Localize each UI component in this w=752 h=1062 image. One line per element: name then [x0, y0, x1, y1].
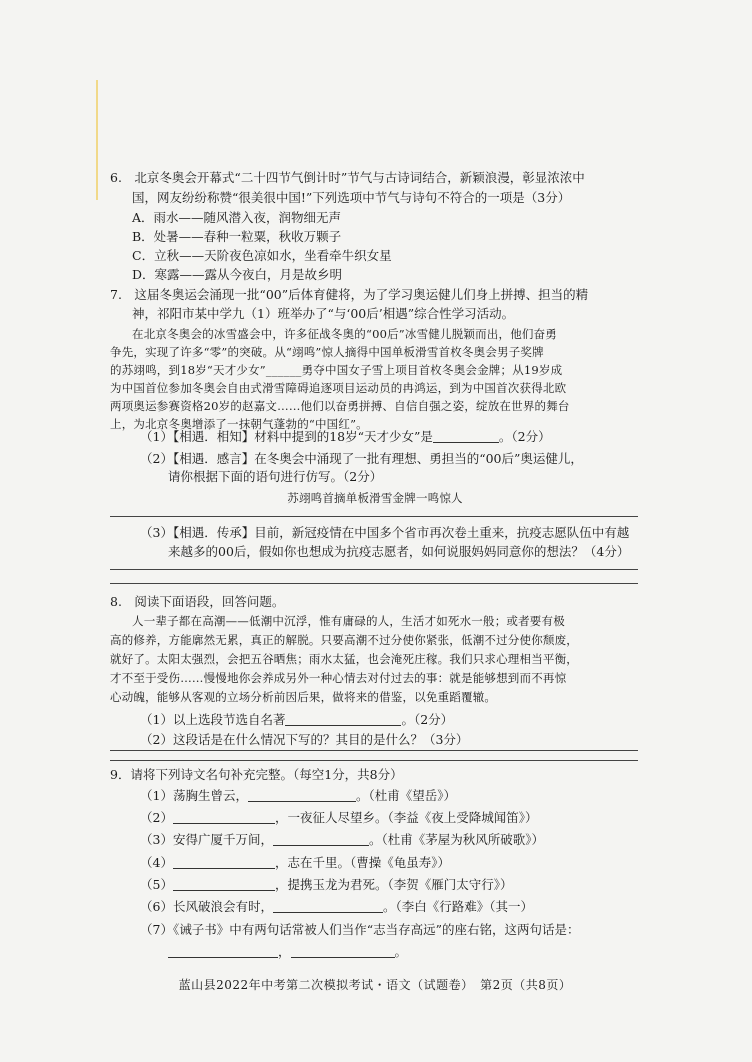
q9-item-prefix: （1）荡胸生曾云， [140, 788, 248, 803]
q9-item-prefix: （5） [140, 877, 173, 892]
q7-passage-line: 为中国首位参加冬奥会自由式滑雪障碍追逐项目运动员的冉鸿运，到为中国首次获得北欧 [110, 381, 567, 395]
q8-sub2-answer-line[interactable] [110, 760, 638, 761]
q8-passage-line: 心动魄，能够从客观的立场分析前因后果，做将来的借鉴，以免重蹈覆辙。 [110, 690, 497, 704]
q9-item-suffix: ，提携玉龙为君死。（李贺《雁门太守行》） [274, 877, 513, 892]
q7-sub1-text: （1）【相遇．相知】材料中提到的18岁“天才少女”是 [140, 429, 433, 444]
q6-option-c: C．立秋——天阶夜色凉如水，坐看牵牛织女星 [132, 248, 392, 263]
page-footer: 蓝山县2022年中考第二次模拟考试・语文（试题卷） 第2页（共8页） [178, 978, 572, 992]
q9-item-prefix: （4） [140, 855, 173, 870]
q9-item7-end: 。 [394, 944, 408, 959]
q9-answer-blank[interactable] [173, 878, 275, 891]
q8-sub1-answer-blank[interactable] [285, 713, 401, 726]
q7-sub2-example: 苏翊鸣首摘单板滑雪金牌一鸣惊人 [287, 491, 463, 505]
q9-item [140, 877, 512, 893]
q9-item [140, 788, 456, 804]
q6-stem-line2: 国，网友纷纷称赞“很美很中国!”下列选项中节气与诗句不符合的一项是（3分） [132, 190, 571, 205]
q9-answer-blank[interactable] [173, 856, 275, 869]
q9-item7-line1: （7）《诫子书》中有两句话常被人们当作“志当存高远”的座右铭，这两句话是： [140, 922, 580, 937]
q8-passage-line: 人一辈子都在高潮——低潮中沉浮，惟有庸碌的人，生活才如死水一般；或者要有极 [132, 614, 565, 628]
q7-stem-line1: 7. 这届冬奥运会涌现一批“00”后体育健将，为了学习奥运健儿们身上拼搏、担当的精 [110, 287, 589, 302]
q7-sub2-line2: 请你根据下面的语句进行仿写。（2分） [168, 469, 383, 484]
q9-item [140, 810, 537, 826]
q7-sub1-answer-blank[interactable] [433, 430, 499, 443]
q9-item-prefix: （2） [140, 810, 173, 825]
q9-item-suffix: ，一夜征人尽望乡。（李益《夜上受降城闻笛》） [274, 810, 538, 825]
q9-answer-blank[interactable] [291, 945, 395, 958]
q9-stem: 9．请将下列诗文名句补充完整。（每空1分，共8分） [110, 767, 403, 782]
q9-item-prefix: （6）长风破浪会有时， [140, 899, 273, 914]
q9-answer-blank[interactable] [273, 833, 369, 846]
q8-sub2: （2）这段话是在什么情况下写的？其目的是什么？（3分） [140, 732, 469, 747]
q9-item [140, 899, 533, 915]
q7-sub3-line1: （3）【相遇．传承】目前，新冠疫情在中国多个省市再次卷土重来，抗疫志愿队伍中有越 [140, 525, 630, 540]
q7-sub3-answer-line[interactable] [110, 583, 638, 584]
q7-sub2-line1: （2）【相遇．感言】在冬奥会中涌现了一批有理想、勇担当的“00后”奥运健儿， [140, 451, 583, 466]
q7-passage-line: 上，为北京冬奥增添了一抹朝气蓬勃的“中国红”。 [110, 417, 368, 431]
q9-item [140, 832, 544, 848]
q9-item-suffix: 。（杜甫《望岳》） [355, 788, 456, 803]
q9-item-prefix: （3）安得广厦千万间， [140, 832, 273, 847]
q9-item7-separator: ， [278, 944, 291, 959]
q9-item-suffix: 。（杜甫《茅屋为秋风所破歌》） [368, 832, 544, 847]
q9-answer-blank[interactable] [173, 811, 275, 824]
q6-option-d: D．寒露——露从今夜白，月是故乡明 [132, 267, 343, 282]
q8-stem: 8. 阅读下面语段，回答问题。 [110, 594, 285, 609]
q6-option-a: A．雨水——随风潜入夜，润物细无声 [132, 210, 342, 225]
q6-option-b: B．处暑——春种一粒粟，秋收万颗子 [132, 229, 342, 244]
q8-sub1-text: （1）以上选段节选自名著 [140, 712, 286, 727]
q7-sub2-answer-line[interactable] [110, 516, 638, 517]
q9-answer-blank[interactable] [273, 900, 383, 913]
q8-sub1-score: 。（2分） [401, 712, 454, 727]
q7-sub1-score: 。（2分） [498, 429, 551, 444]
q7-sub3-answer-line[interactable] [110, 569, 638, 570]
q8-passage-line: 才不至于受伤……慢慢地你会养成另外一种心情去对付过去的事：就是能够想到而不再惊 [110, 671, 567, 685]
q8-sub2-answer-line[interactable] [110, 750, 638, 751]
q8-passage-line: 高的修养，方能廓然无累，真正的解脱。只要高潮不过分使你紧张，低潮不过分使你颓废， [110, 633, 578, 647]
q6-stem-line1: 6. 北京冬奥会开幕式“二十四节气倒计时”节气与古诗词结合，新颖浪漫，彰显浓浓中 [110, 170, 585, 185]
q9-item-suffix: 。（李白《行路难》（其一） [382, 899, 533, 914]
margin-line [96, 80, 98, 200]
q7-passage-line: 在北京冬奥会的冰雪盛会中，许多征战冬奥的“00后”冰雪健儿脱颖而出，他们奋勇 [132, 327, 557, 341]
q7-sub3-line2: 来越多的00后，假如你也想成为抗疫志愿者，如何说服妈妈同意你的想法？（4分） [168, 544, 630, 559]
q7-passage-line: 争先，实现了许多“零”的突破。从“翊鸣”惊人摘得中国单板滑雪首枚冬奥会男子奖牌 [110, 345, 544, 359]
q8-passage-line: 就好了。太阳太强烈，会把五谷晒焦；雨水太猛，也会淹死庄稼。我们只求心理相当平衡， [110, 652, 578, 666]
q9-item [140, 855, 450, 871]
q8-sub1 [140, 712, 453, 728]
q7-sub1 [140, 429, 551, 445]
q9-item-suffix: ，志在千里。（曹操《龟虽寿》） [274, 855, 450, 870]
q7-passage-line: 的苏翊鸣，到18岁“天才少女”______勇夺中国女子雪上项目首枚冬奥会金牌；从19岁成 [110, 363, 563, 377]
q9-answer-blank[interactable] [248, 789, 356, 802]
q7-stem-line2: 神，祁阳市某中学九（1）班举办了“与‘00后’相遇”综合性学习活动。 [132, 306, 515, 321]
q9-item7-answer [168, 944, 407, 960]
q7-passage-line: 两项奥运参赛资格20岁的赵嘉文……他们以奋勇拼搏、自信自强之姿，绽放在世界的舞台 [110, 399, 570, 413]
q9-answer-blank[interactable] [168, 945, 278, 958]
